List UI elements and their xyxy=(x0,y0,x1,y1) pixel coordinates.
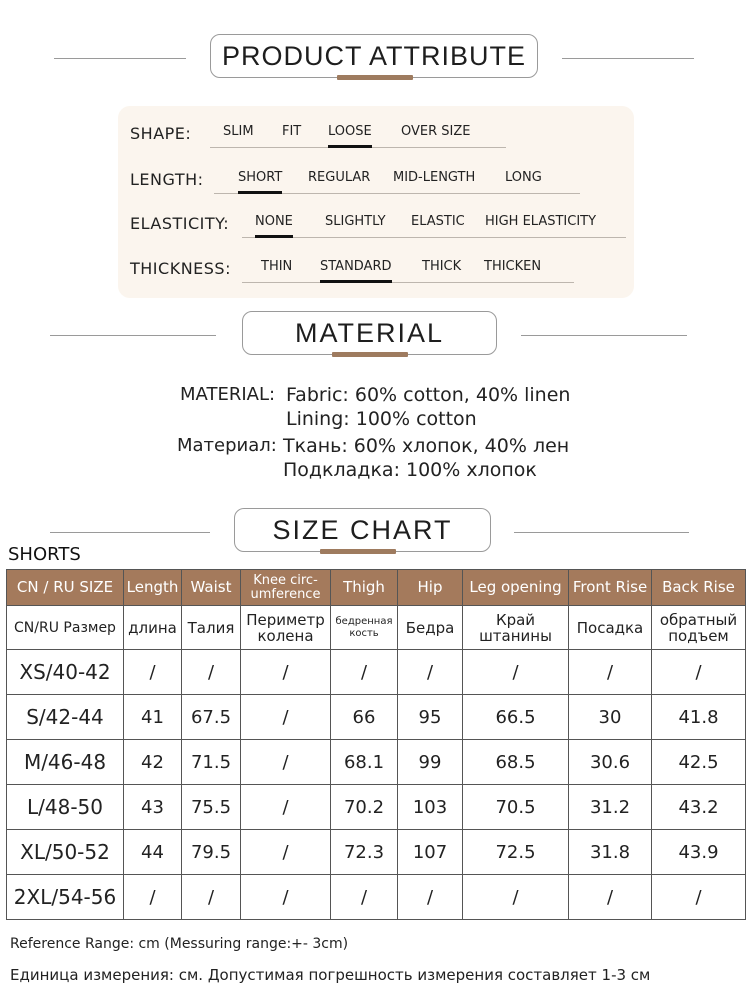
header-accent-bar xyxy=(337,75,413,80)
attribute-option: SLIGHTLY xyxy=(325,214,386,229)
size-section-header xyxy=(0,508,750,556)
size-cell: XS/40-42 xyxy=(7,650,124,695)
header-accent-bar xyxy=(332,352,408,357)
attribute-row-rule xyxy=(242,237,626,238)
attribute-option: THICKEN xyxy=(484,259,542,274)
ru-column-header: бедренная кость xyxy=(331,606,398,650)
material-label-en: MATERIAL: xyxy=(180,384,276,405)
attribute-option-selected: STANDARD xyxy=(320,259,392,274)
material-fabric-en: Fabric: 60% cotton, 40% linen xyxy=(286,384,571,406)
header-rule-left xyxy=(54,58,186,59)
size-cell: S/42-44 xyxy=(7,695,124,740)
measurement-cell: 72.3 xyxy=(331,830,398,875)
measurement-cell: 44 xyxy=(124,830,182,875)
attribute-option: SLIM xyxy=(223,124,254,139)
ru-column-header: Периметр колена xyxy=(241,606,331,650)
measurement-cell: 67.5 xyxy=(182,695,241,740)
measurement-cell: 42.5 xyxy=(652,740,746,785)
measurement-cell: 70.2 xyxy=(331,785,398,830)
measurement-cell: / xyxy=(463,650,569,695)
ru-column-header: Край штанины xyxy=(463,606,569,650)
measurement-cell: / xyxy=(331,650,398,695)
measurement-cell: 95 xyxy=(398,695,463,740)
attribute-label: THICKNESS: xyxy=(130,259,231,278)
measurement-cell: / xyxy=(398,875,463,920)
attribute-option-selected: SHORT xyxy=(238,170,283,185)
column-header: Thigh xyxy=(331,570,398,606)
measurement-cell: 43.2 xyxy=(652,785,746,830)
ru-column-header: обратный подъем xyxy=(652,606,746,650)
measurement-cell: 41 xyxy=(124,695,182,740)
measurement-cell: 43 xyxy=(124,785,182,830)
attribute-section-title: PRODUCT ATTRIBUTE xyxy=(210,34,538,78)
measurement-cell: / xyxy=(182,650,241,695)
measurement-cell: 42 xyxy=(124,740,182,785)
measurement-cell: / xyxy=(569,875,652,920)
measurement-cell: / xyxy=(241,740,331,785)
measurement-cell: / xyxy=(241,830,331,875)
measurement-cell: 75.5 xyxy=(182,785,241,830)
ru-column-header: CN/RU Размер xyxy=(7,606,124,650)
material-label-ru: Материал: xyxy=(177,435,277,456)
attribute-label: LENGTH: xyxy=(130,170,204,189)
table-ru-header-row xyxy=(7,606,746,650)
size-cell: L/48-50 xyxy=(7,785,124,830)
header-rule-left xyxy=(50,335,216,336)
material-section-title: MATERIAL xyxy=(242,311,497,355)
table-header-row xyxy=(7,570,746,606)
header-rule-right xyxy=(514,532,689,533)
reference-note-ru: Единица измерения: см. Допустимая погрешность измерения составляет 1-3 см xyxy=(10,966,651,984)
measurement-cell: 30 xyxy=(569,695,652,740)
measurement-cell: 99 xyxy=(398,740,463,785)
measurement-cell: / xyxy=(241,695,331,740)
header-rule-right xyxy=(521,335,687,336)
measurement-cell: / xyxy=(331,875,398,920)
measurement-cell: 79.5 xyxy=(182,830,241,875)
attribute-option-selected: NONE xyxy=(255,214,293,229)
measurement-cell: 103 xyxy=(398,785,463,830)
measurement-cell: / xyxy=(463,875,569,920)
measurement-cell: 68.5 xyxy=(463,740,569,785)
measurement-cell: / xyxy=(241,785,331,830)
measurement-cell: / xyxy=(182,875,241,920)
measurement-cell: / xyxy=(241,650,331,695)
measurement-cell: / xyxy=(569,650,652,695)
table-row xyxy=(7,740,746,785)
column-header: Knee circ- umference xyxy=(241,570,331,606)
attribute-option: MID-LENGTH xyxy=(393,170,476,185)
attribute-option: REGULAR xyxy=(308,170,371,185)
attribute-panel xyxy=(118,106,634,298)
measurement-cell: 31.2 xyxy=(569,785,652,830)
material-fabric-ru: Ткань: 60% хлопок, 40% лен xyxy=(283,435,570,457)
attribute-option: HIGH ELASTICITY xyxy=(485,214,597,229)
measurement-cell: 68.1 xyxy=(331,740,398,785)
column-header: Hip xyxy=(398,570,463,606)
attribute-row-length xyxy=(130,166,630,196)
attribute-row-shape xyxy=(130,120,630,150)
material-lining-ru: Подкладка: 100% хлопок xyxy=(283,459,537,481)
ru-column-header: Посадка xyxy=(569,606,652,650)
attribute-row-rule xyxy=(242,282,574,283)
material-lining-en: Lining: 100% cotton xyxy=(286,408,477,430)
column-header: Leg opening xyxy=(463,570,569,606)
ru-column-header: длина xyxy=(124,606,182,650)
attribute-option: THICK xyxy=(422,259,462,274)
attribute-option: OVER SIZE xyxy=(401,124,471,139)
table-row xyxy=(7,875,746,920)
reference-note-en: Reference Range: cm (Messuring range:+- 3cm) xyxy=(10,936,349,952)
header-rule-right xyxy=(562,58,694,59)
table-row xyxy=(7,830,746,875)
header-rule-left xyxy=(50,532,210,533)
ru-column-header: Талия xyxy=(182,606,241,650)
measurement-cell: 71.5 xyxy=(182,740,241,785)
attribute-option: LONG xyxy=(505,170,542,185)
header-accent-bar xyxy=(320,549,396,554)
column-header: Length xyxy=(124,570,182,606)
measurement-cell: 70.5 xyxy=(463,785,569,830)
attribute-option: THIN xyxy=(261,259,293,274)
measurement-cell: / xyxy=(124,650,182,695)
measurement-cell: / xyxy=(124,875,182,920)
column-header: Waist xyxy=(182,570,241,606)
measurement-cell: / xyxy=(398,650,463,695)
size-chart-category: SHORTS xyxy=(8,544,81,565)
attribute-option: ELASTIC xyxy=(411,214,465,229)
table-row xyxy=(7,785,746,830)
size-cell: XL/50-52 xyxy=(7,830,124,875)
table-row xyxy=(7,695,746,740)
measurement-cell: / xyxy=(652,650,746,695)
measurement-cell: 41.8 xyxy=(652,695,746,740)
measurement-cell: 72.5 xyxy=(463,830,569,875)
size-section-title: SIZE CHART xyxy=(234,508,491,552)
column-header: Front Rise xyxy=(569,570,652,606)
material-section-header xyxy=(0,311,750,359)
size-cell: 2XL/54-56 xyxy=(7,875,124,920)
measurement-cell: 66.5 xyxy=(463,695,569,740)
attribute-label: ELASTICITY: xyxy=(130,214,230,233)
attribute-row-thickness xyxy=(130,255,630,285)
measurement-cell: 107 xyxy=(398,830,463,875)
measurement-cell: / xyxy=(241,875,331,920)
size-chart-table xyxy=(6,569,746,920)
measurement-cell: 66 xyxy=(331,695,398,740)
attribute-section-header xyxy=(0,34,750,82)
ru-column-header: Бедра xyxy=(398,606,463,650)
size-cell: M/46-48 xyxy=(7,740,124,785)
attribute-label: SHAPE: xyxy=(130,124,192,143)
column-header: Back Rise xyxy=(652,570,746,606)
measurement-cell: / xyxy=(652,875,746,920)
column-header: CN / RU SIZE xyxy=(7,570,124,606)
attribute-option-selected: LOOSE xyxy=(328,124,372,139)
attribute-row-elasticity xyxy=(130,210,630,240)
table-row xyxy=(7,650,746,695)
attribute-option: FIT xyxy=(282,124,302,139)
measurement-cell: 43.9 xyxy=(652,830,746,875)
measurement-cell: 31.8 xyxy=(569,830,652,875)
measurement-cell: 30.6 xyxy=(569,740,652,785)
